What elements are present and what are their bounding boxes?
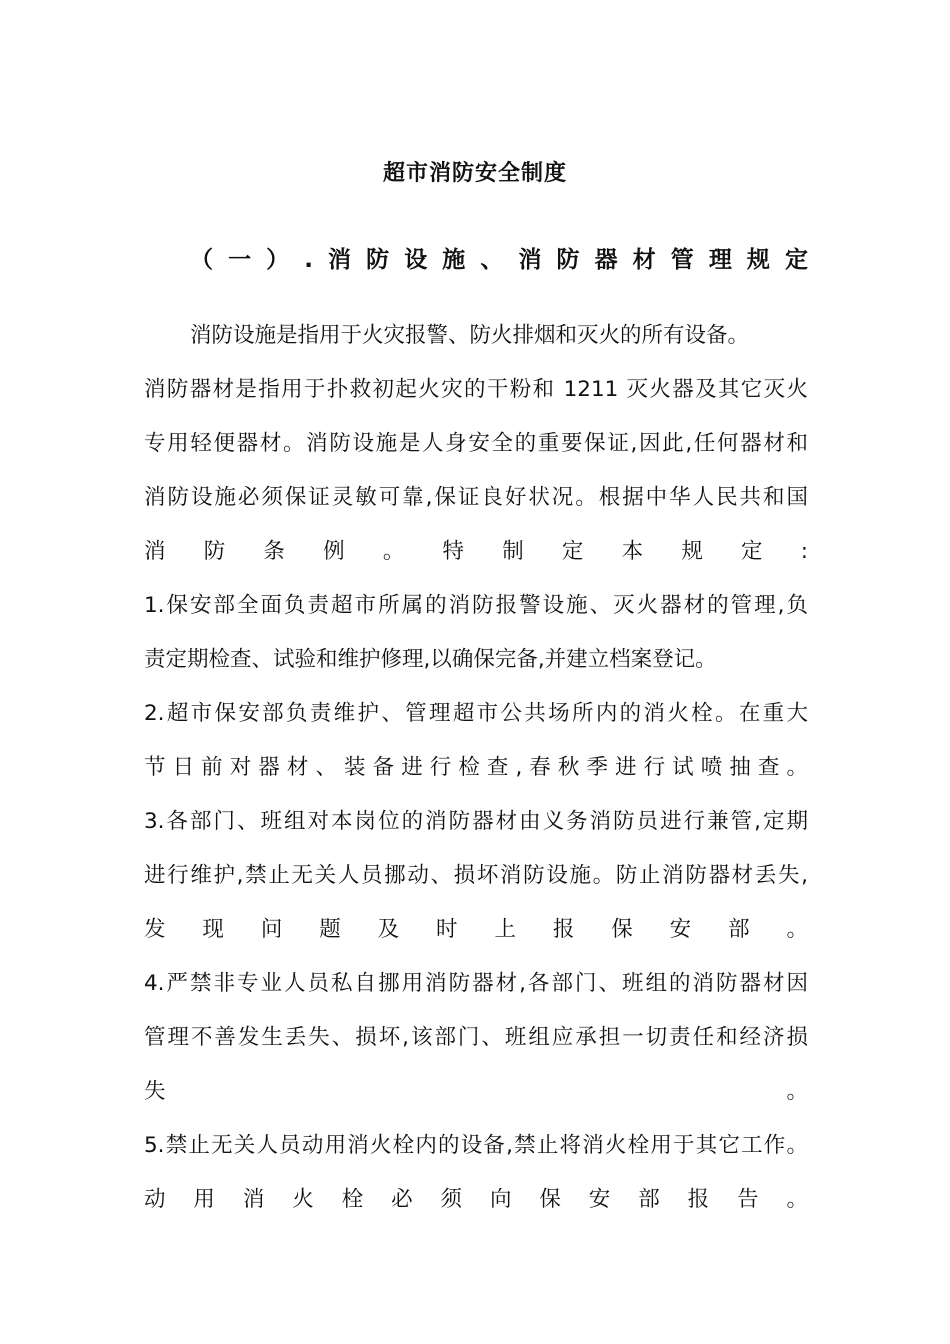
paragraph-line: 发 现 问 题 及 时 上 报 保 安 部 。	[144, 917, 808, 942]
paragraph-line: 动 用 消 火 栓 必 须 向 保 安 部 报 告 。	[144, 1187, 808, 1212]
document-title: 超市消防安全制度	[382, 161, 567, 186]
paragraph-line: 3.各部门、班组对本岗位的消防器材由义务消防员进行兼管,定期	[144, 809, 808, 834]
paragraph-line: 消防器材是指用于扑救初起火灾的干粉和 1211 灭火器及其它灭火	[144, 377, 808, 402]
paragraph-line: 消防设施是指用于火灾报警、防火排烟和灭火的所有设备。	[190, 323, 750, 348]
paragraph-line: 专用轻便器材。消防设施是人身安全的重要保证,因此,任何器材和	[144, 431, 808, 456]
paragraph-line: 失 。	[144, 1079, 808, 1104]
paragraph-line: 消 防 条 例 。 特 制 定 本 规 定 :	[144, 539, 808, 564]
paragraph-line: 责定期检查、试验和维护修理,以确保完备,并建立档案登记。	[144, 647, 717, 672]
paragraph-line: 节 日 前 对 器 材 、 装 备 进 行 检 查 , 春 秋 季 进 行 试 喷 抽 查 。	[144, 755, 808, 780]
paragraph-line: 5.禁止无关人员动用消火栓内的设备,禁止将消火栓用于其它工作。	[144, 1133, 808, 1158]
paragraph-line: 管理不善发生丢失、损坏,该部门、班组应承担一切责任和经济损	[144, 1025, 808, 1050]
paragraph-line: 4.严禁非专业人员私自挪用消防器材,各部门、班组的消防器材因	[144, 971, 808, 996]
section-heading: （一）.消防设施、消防器材管理规定	[190, 247, 808, 273]
paragraph-line: 1.保安部全面负责超市所属的消防报警设施、灭火器材的管理,负	[144, 593, 808, 618]
paragraph-line: 进行维护,禁止无关人员挪动、损坏消防设施。防止消防器材丢失,	[144, 863, 808, 888]
paragraph-line: 2.超市保安部负责维护、管理超市公共场所内的消火栓。在重大	[144, 701, 808, 726]
paragraph-line: 消防设施必须保证灵敏可靠,保证良好状况。根据中华人民共和国	[144, 485, 808, 510]
